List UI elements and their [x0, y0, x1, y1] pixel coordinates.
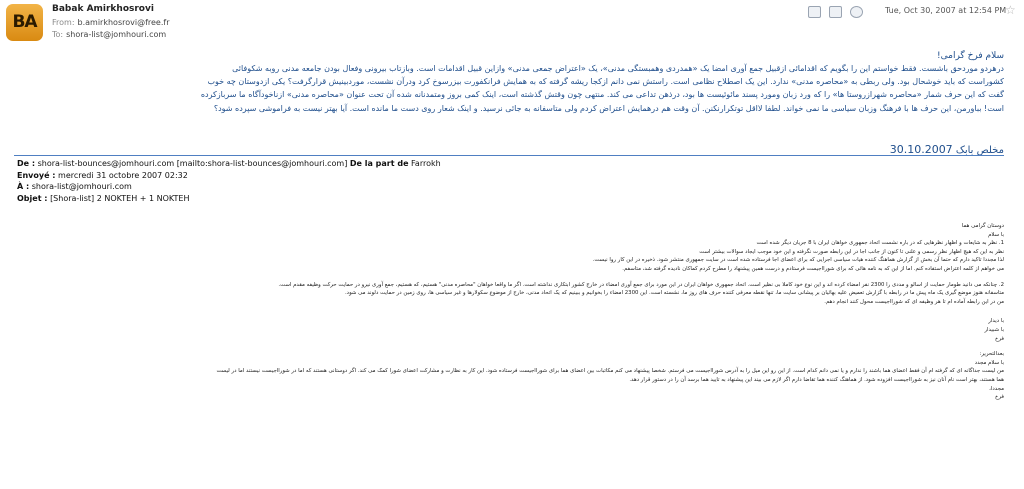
- quoted-to-value[interactable]: shora-list@jomhouri.com: [31, 182, 132, 191]
- ps-line: هما هستند، بهتر است نام آنان نیز به شورااجیست افزوده شود. از هماهنگ کننده هما تقاضا دارم اگر لازم می بیند این پیشنهاد به تایید هما برسد آن را در دستور قرار دهد.: [629, 376, 1004, 383]
- quoted-to-label: À :: [17, 182, 30, 191]
- print-icon[interactable]: [829, 6, 842, 18]
- quote-separator: [14, 155, 1004, 156]
- sender-name[interactable]: Babak Amirkhosrovi: [52, 4, 154, 14]
- message-header: [0, 0, 1024, 44]
- body-paragraph-line: متاسفانه هنوز موضع گیری یک ماه پیش ما در رابطه با گزارش تعمیض علیه بهائیان بر پیشانی سایت ما، تنها نقطه معرفی کننده حرف های روز ما، نشسته است. این 2300 امضاء را بخوانیم و ببینیم که یک اتحاد مدنی، خارج از موضوع سکولارها و غیر سیاسی ها، روی زمین در حمایت دلوند می شود.: [344, 290, 1004, 297]
- ps-salam: با سلام مجدد: [974, 359, 1004, 366]
- quoted-from-value[interactable]: shora-list-bounces@jomhouri.com [mailto:shora-list-bounces@jomhouri.com]: [37, 159, 348, 168]
- body-paragraph-line: لذا مجددا تاکید دارم که حتما آن بخش از گزارش هماهنگ کننده هیات سیاسی اجرایی که برای اعضای اجا فرستاده شده است در سایت جمهوری منتشر شود. ذخیره در این کار روا نیست.: [592, 257, 1004, 264]
- reply-line: درهردو موردحق باشست. فقط خواستم این را بگویم که اقدامائی ازقبیل جمع آوری امضا یک «همدردی وهمبستگی مدنی»، یک «اعتراض جمعی مدنی» وازاین قبیل اقدامات است. وبازتاب بیرونی وفعال بودن جامعه مدنی روبه شکوفائی: [232, 64, 1004, 73]
- body-closing: با شبیدار: [984, 326, 1004, 333]
- quoted-sent-value: mercredi 31 octobre 2007 02:32: [58, 170, 188, 180]
- body-salam: با سلام: [988, 231, 1004, 238]
- ps-line: من لیست جداگانه ای که گرفته ام آن فقط اعضای هما باشند را ندارم و یا نمی دانم کدام است. از این رو این میل را به آدرس شورااجیست می فرستم. شخصا پیشنهاد می کنم مکاتبات بین اعضای هما برای شورااجیست فرستاده شود. این کار به نظارت و مشارکت اعضای شورا کمک می کند. اگر دوستانی هستند که اما در شورااجیست نیستند اما در لیست: [216, 368, 1004, 375]
- reply-body: [14, 50, 1004, 115]
- body-paragraph-line: 1. نظر به شایعات و اظهار نظرهایی که در باره نشست اتحاد جمهوری خواهان ایران با 8 جریان دیگر شده است: [756, 240, 1004, 247]
- body-paragraph-line: نظر به این که هیچ اظهار نظر رسمی و علنی تا کنون از جانب اجا در این رابطه صورت نگرفته و این خود موجب ایجاد سوالات بیشتر است: [699, 248, 1004, 255]
- star-icon[interactable]: ☆: [1005, 3, 1016, 17]
- quoted-from-line: [17, 158, 441, 170]
- from-label: From:: [52, 18, 75, 27]
- reply-icon[interactable]: [850, 6, 863, 18]
- quoted-subject-label: Objet :: [17, 193, 48, 203]
- quoted-to-line: [17, 181, 441, 193]
- from-line: [52, 18, 170, 27]
- quoted-sent-label: Envoyé :: [17, 170, 56, 180]
- avatar[interactable]: BA: [6, 4, 43, 41]
- quoted-body: [14, 222, 1004, 402]
- paperclip-icon[interactable]: [808, 6, 821, 18]
- to-address[interactable]: shora-list@jomhouri.com: [66, 30, 167, 39]
- signature-name: مخلص بابک: [955, 145, 1004, 156]
- reply-line: کشوراست که باید خوشحال بود. ولی ربطی به «محاصره مدنی» ندارد. این یک اصطلاح نظامی است. راستش نمی دانم ازکجا ریشه گرفته که به همایش فرانکفورت بیزرسوخ کرد ودرآن نشست، موردبینیش قرارگرفت؟ یکی ازدوستان چه خوب: [207, 77, 1004, 87]
- body-paragraph-line: من در این رابطه آماده ام تا هر وظیفه ای که شورااجیست محول کنند انجام دهم.: [824, 298, 1004, 305]
- ps-closing: فرخ: [994, 394, 1004, 401]
- reply-greeting: سلام فرخ گرامی!: [937, 51, 1004, 61]
- quoted-subject-line: [17, 193, 441, 205]
- body-paragraph-line: می خواهم از کلمه اعتراض استفاده کنم. اما از این که به نامه هائی که برای شورااجیست فرستادم و درست همین پیشنهاد را مطرح کردم کماکان نادیده گرفته شد، متاسفم.: [622, 265, 1004, 272]
- header-actions: [808, 6, 863, 18]
- quoted-header: [17, 158, 441, 204]
- ps-line: مجددا،: [989, 385, 1004, 392]
- ps-label: بعدالتحریر:: [979, 351, 1004, 358]
- reply-line: گفت که این حرف شمار «محاصره شهرازروستا ها» را که ورد زبان ومورد پسند مائوئیست ها بود، درذهن تداعی می کند. منتهی چون وقتش گذشته است، اینک کمی بروز ومتمدنانه شده آن تحت عنوان «محاصره مدنی» ازناخودآگاه ما سربازکرده: [200, 90, 1004, 100]
- body-closing: با دیدار: [988, 318, 1004, 325]
- body-greeting: دوستان گرامی هما: [961, 223, 1004, 229]
- quoted-on-behalf-value: Farrokh: [411, 159, 441, 168]
- quoted-sent-line: [17, 170, 441, 182]
- to-label: To:: [52, 30, 64, 39]
- message-date: Tue, Oct 30, 2007 at 12:54 PM: [885, 6, 1007, 15]
- body-closing: فرخ: [994, 335, 1004, 342]
- body-paragraph-line: 2. چنانکه می دانید طومار حمایت از اسالو و مددی را 2300 نفر امضاء کرده اند و این نوع خود کاملا بی نظیر است. اتحاد جمهوری خواهان ایران در این مورد برای جمع آوری امضاء در خارج کشور ابتکاری نداشته است. اگر ما واقعا خواهان "محاصره مدنی" هستیم، که هستیم، جمع آوری نیرو در حمایت حرکت وظیفه مقدم است.: [278, 281, 1004, 288]
- quoted-subject-value: [Shora-list] 2 NOKTEH + 1 NOKTEH: [50, 193, 190, 203]
- to-line: [52, 30, 166, 39]
- quoted-from-label: De :: [17, 159, 36, 168]
- quoted-on-behalf-label: De la part de: [349, 159, 409, 168]
- from-address[interactable]: b.amirkhosrovi@free.fr: [77, 18, 170, 27]
- reply-line: است! بباورمن، این حرف ها با فرهنگ وزبان سیاسی ما نمی خواند. لطفا لااقل توتکرارنکنن. آن وقت هم درهمایش اعتراض کردم ولی متاسفانه به جائی نرسید. و اینک شعار روی دست ما مانده است. آیا بهتر نیست به فراموشی سپرده شود؟: [213, 103, 1004, 113]
- signature-date: 30.10.2007: [889, 143, 953, 156]
